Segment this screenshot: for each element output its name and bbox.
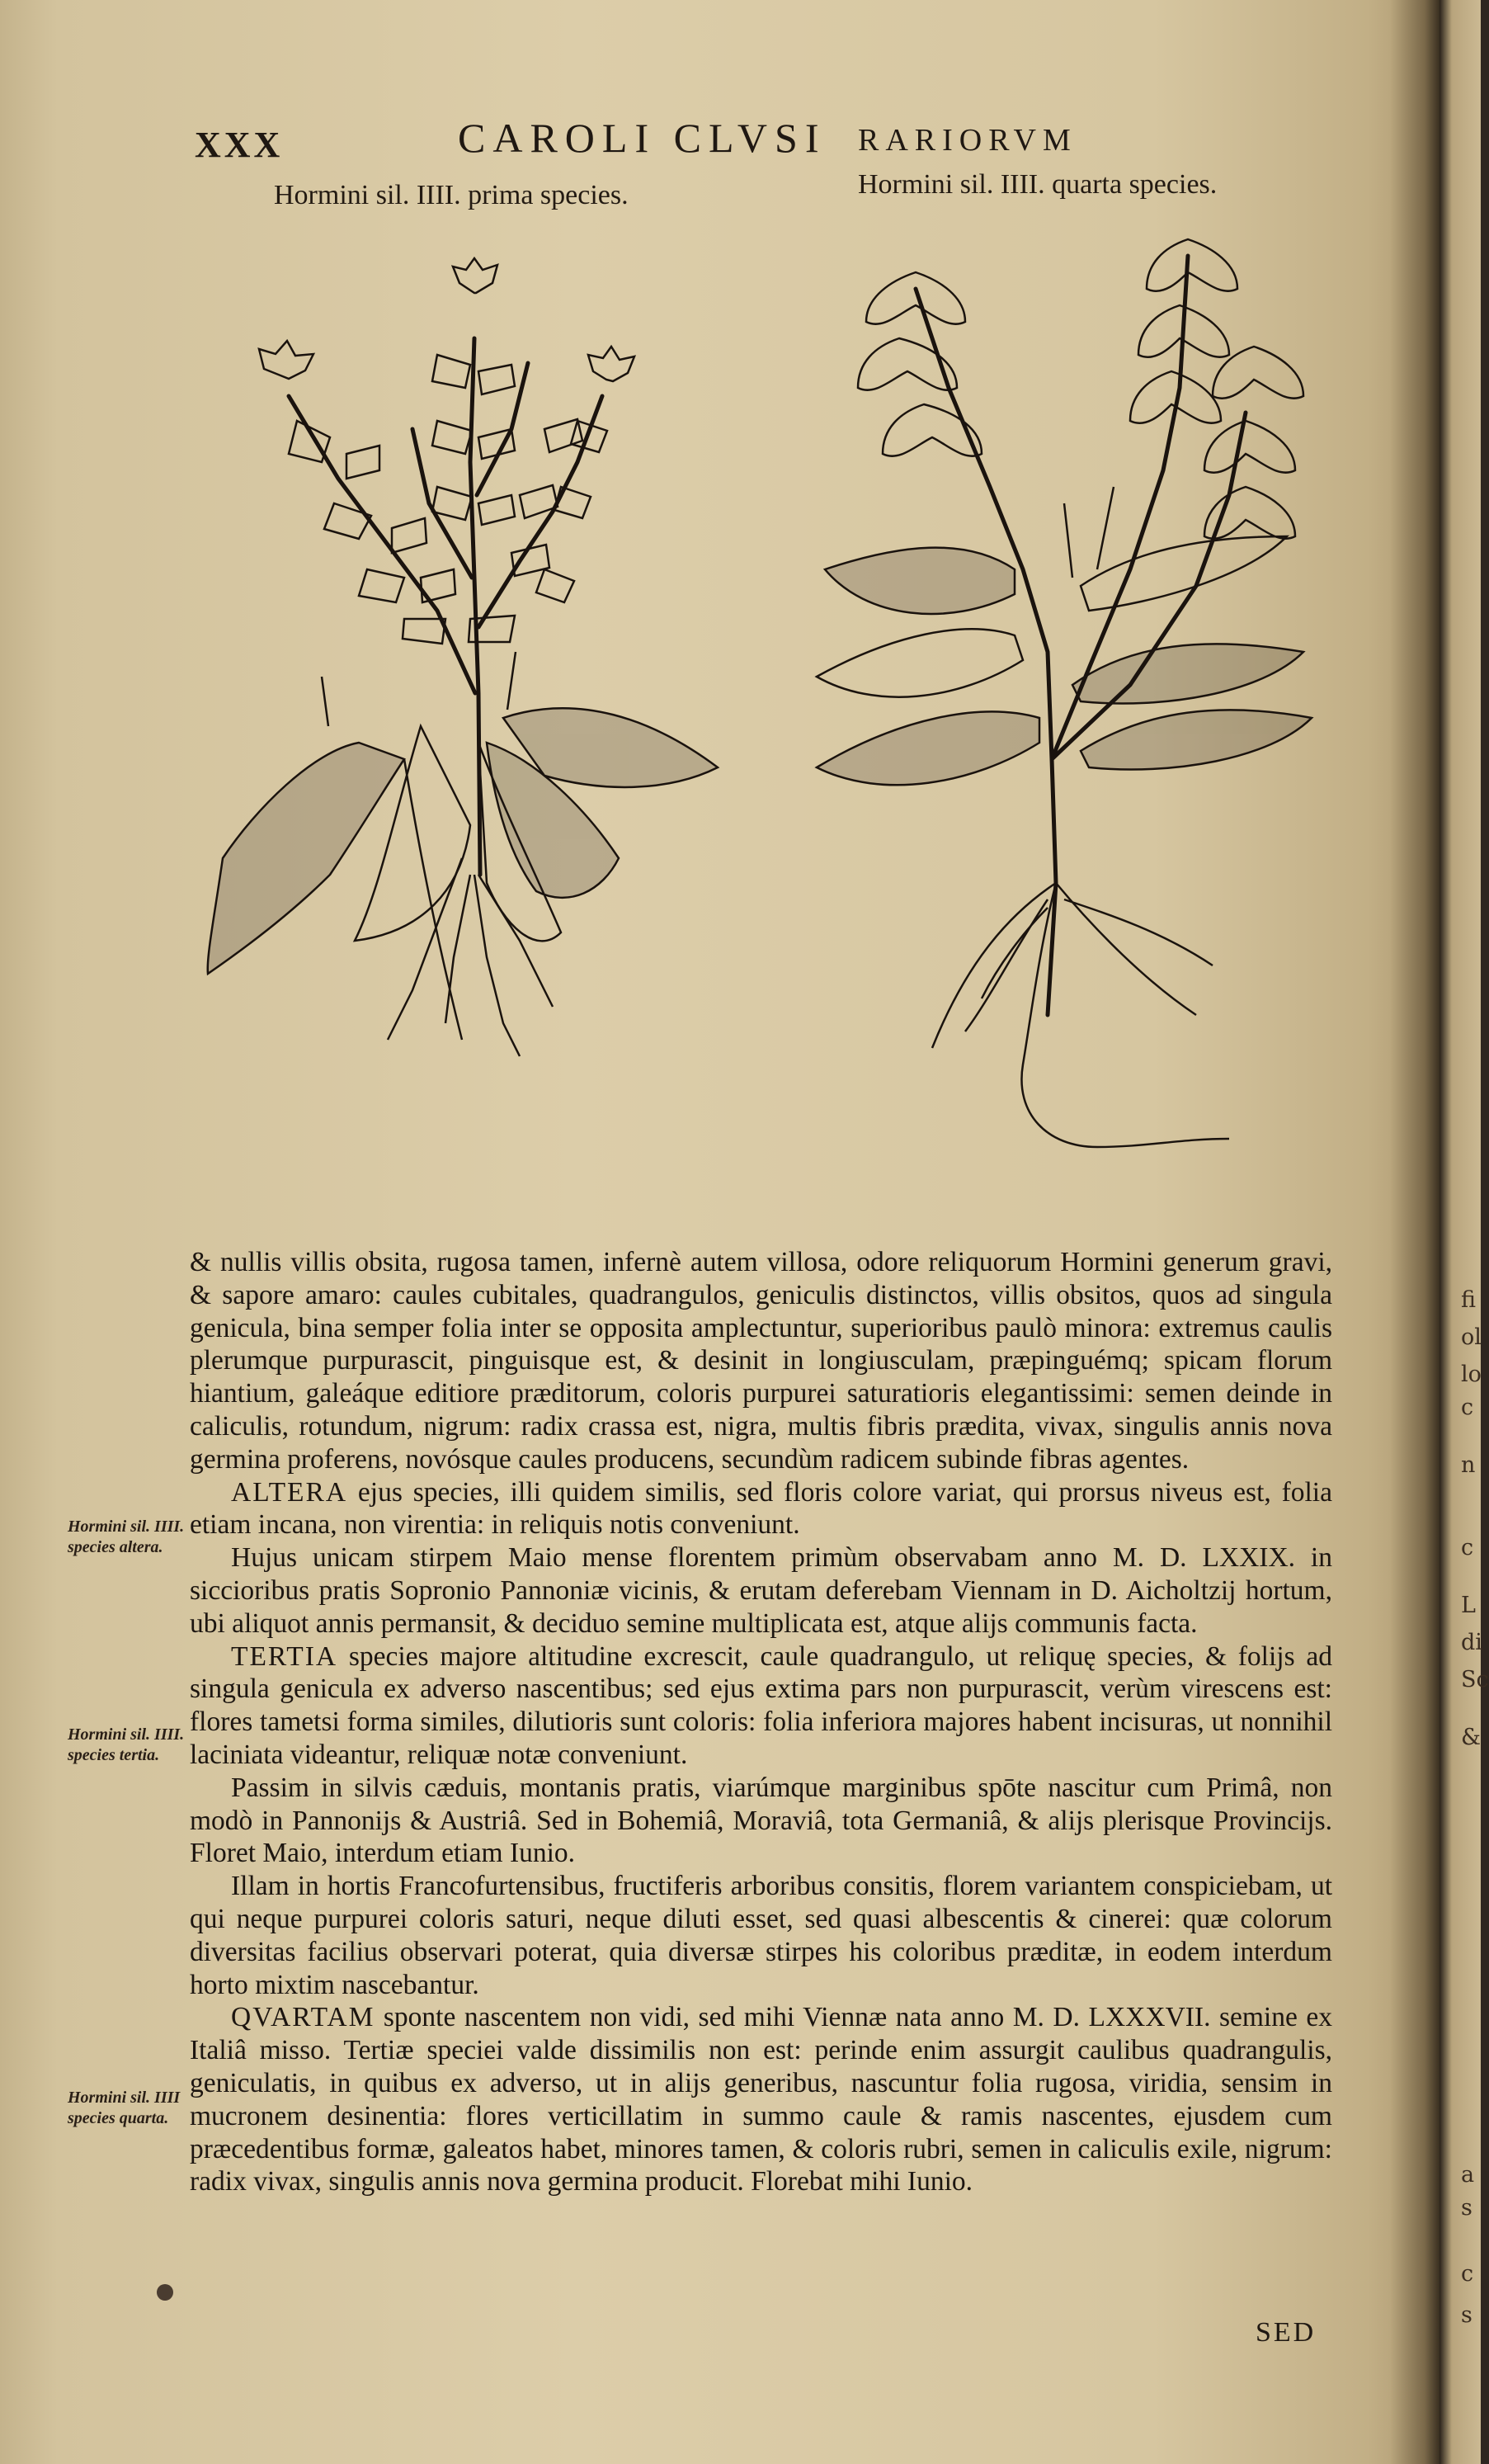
facing-fragment: Sc <box>1461 1667 1489 1692</box>
paragraph-description: & nullis villis obsita, rugosa tamen, infernè autem villosa, odore reliquorum Hormini generum gravi, & sapore amaro: caules cubitales, quadrangulos, geniculis distinctos, villis obsitos, quos ad singula genicula, bina semper folia inter se opposita amplectuntur, superioribus paulò minora: extremus caulis plerumque purpurascit, pinguisque est, & desinit in longiusculam, præpinguémq; spicam florum hiantium, galeáque editiore præditorum, coloris purpurei saturatioris elegantissimi: semen deinde in caliculis, rotundum, nigrum: radix crassa est, nigra, multis fibris prædita, vivax, singulis annis nova germina proferens, novósque caules producens, secundùm radicem subinde fibras agentes. <box>190 1247 1332 1475</box>
lead-word-tertia: TERTIA <box>231 1640 338 1672</box>
facing-fragment: ol <box>1461 1324 1482 1350</box>
facing-fragment: c <box>1461 2261 1474 2287</box>
figure-caption-right: Hormini sil. IIII. quarta species. <box>858 169 1218 200</box>
margin-note-tertia: Hormini sil. IIII. species tertia. <box>68 1725 185 1764</box>
page-number: XXX <box>195 125 284 165</box>
facing-fragment: c <box>1461 1535 1474 1560</box>
ink-smudge <box>157 2284 173 2301</box>
facing-fragment: n <box>1461 1452 1476 1478</box>
paragraph-altera <box>190 1476 1332 1542</box>
facing-fragment: s <box>1461 2302 1473 2328</box>
paragraph-quarta <box>190 2001 1332 2198</box>
facing-fragment: fi <box>1461 1287 1477 1313</box>
lead-word-altera: ALTERA <box>231 1476 348 1508</box>
facing-fragment: c <box>1461 1395 1474 1420</box>
paragraph-altera-history: Hujus unicam stirpem Maio mense florentem primùm observabam anno M. D. LXXIX. in siccioribus pratis Sopronio Pannoniæ vicinis, & erutam deferebam Viennam in D. Aicholtzij hortum, ubi aliquot annis permansit, & deciduo semine multiplicata est, atque alijs communis facta. <box>190 1542 1332 1639</box>
margin-note-altera: Hormini sil. IIII. species altera. <box>68 1518 185 1556</box>
paragraph-tertia-text: species majore altitudine excrescit, caule quadrangulo, ut reliquę species, & folijs ad singula genicula ex adverso nascentibus; sed ejus extima pars non purpurascit, verùm virescens est: flores tametsi forma similes, dilutioris sunt coloris: folia inferiora majores habent incisuras, ut nonnihil laciniata videantur, reliquæ notæ conveniunt. <box>190 1640 1332 1770</box>
facing-fragment: & <box>1461 1725 1482 1750</box>
paragraph-habitat: Passim in silvis cæduis, montanis pratis, viarúmque marginibus spōte nascitur cum Primâ, non modò in Pannonijs & Austriâ. Sed in Bohemiâ, Moraviâ, tota Germaniâ, & alijs plerisque Provincijs. Floret Maio, interdum etiam Iunio. <box>190 1772 1332 1869</box>
body-text <box>190 1246 1332 2198</box>
facing-fragment: L <box>1461 1593 1476 1618</box>
gutter-shadow <box>1390 0 1440 2464</box>
facing-fragment: a <box>1461 2162 1475 2188</box>
facing-fragment: lo <box>1461 1362 1482 1387</box>
figure-caption-left: Hormini sil. IIII. prima species. <box>274 180 629 210</box>
paragraph-frankfurt: Illam in hortis Francofurtensibus, fructiferis arboribus consitis, florem variantem conspiciebam, ut qui neque purpurei coloris saturi, neque diluti esset, sed quasi albescentis & cinerei: quæ colorum diversitas facilius observari poterat, quia diversæ stirpes his coloribus præditæ, in eodem interdum horto mixtim nascebantur. <box>190 1871 1332 2000</box>
woodcut-plant-prima-species <box>190 231 784 1246</box>
facing-fragment: di <box>1461 1630 1482 1655</box>
running-title-work: RARIORVM <box>858 123 1077 158</box>
margin-note-quarta: Hormini sil. IIII species quarta. <box>68 2089 181 2127</box>
facing-page-edge <box>1440 0 1489 2464</box>
lead-word-quarta: QVARTAM <box>231 2002 375 2033</box>
paragraph-altera-text: ejus species, illi quidem similis, sed floris colore variat, qui prorsus niveus est, folia etiam incana, non virentia: in reliquis notis conveniunt. <box>190 1476 1332 1541</box>
woodcut-plant-quarta-species <box>800 223 1336 1213</box>
facing-fragment: s <box>1461 2195 1473 2221</box>
paragraph-quarta-text: sponte nascentem non vidi, sed mihi Viennæ nata anno M. D. LXXXVII. semine ex Italiâ misso. Tertiæ speciei valde dissimilis non est: perinde enim assurgit caulibus quadrangulis, geniculatis, in quibus ex adverso, ut in alijs generibus, nascuntur folia rugosa, viridia, sensim in mucronem desinentia: flores verticillatim in summo caule & ramis nascentes, ejusdem cum præcedentibus formæ, galeatos habet, minores tamen, & coloris rubri, semen in caliculis exile, nigrum: radix vivax, singulis annis nova germina producit. Florebat mihi Iunio. <box>190 2002 1332 2197</box>
running-title-author: CAROLI CLVSI <box>458 115 827 161</box>
catchword: SED <box>1256 2317 1317 2348</box>
paragraph-tertia <box>190 1640 1332 1772</box>
